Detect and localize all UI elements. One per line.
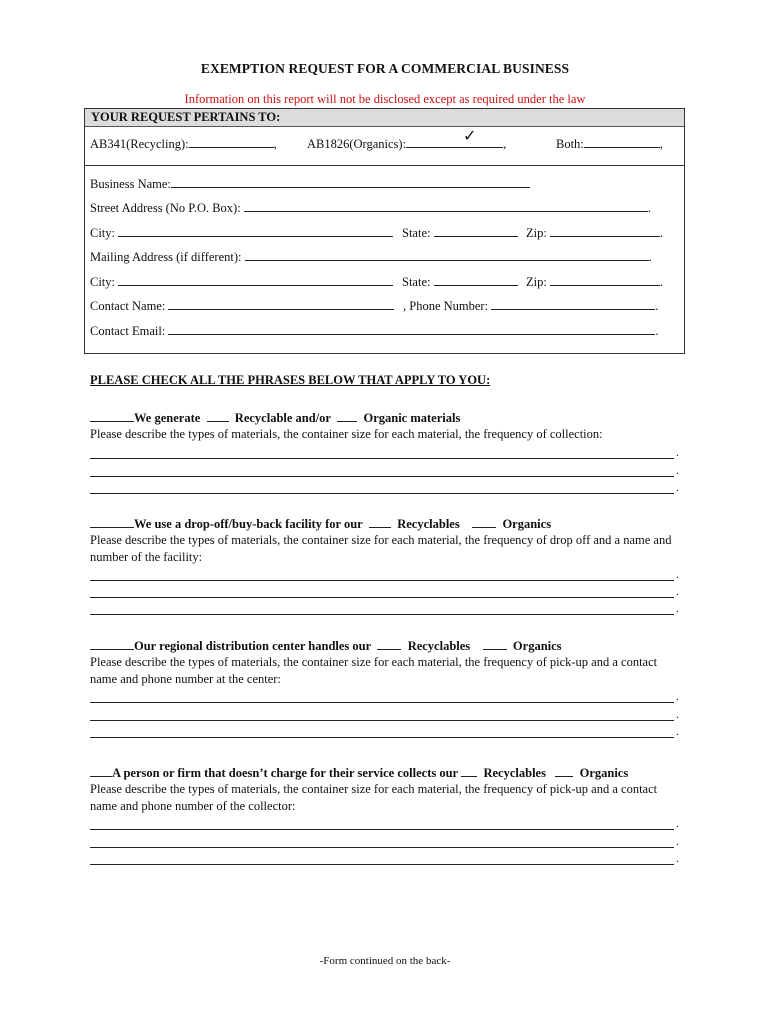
ab1826-checkmark: ✓: [463, 128, 477, 145]
mailing-state-blank[interactable]: [434, 273, 518, 286]
ab341-label: AB341(Recycling):: [90, 137, 189, 151]
phone-number-label: , Phone Number:: [403, 299, 489, 313]
q4-organics-blank[interactable]: [555, 764, 573, 777]
q4-answer-line-2[interactable]: [90, 847, 674, 848]
contact-email-field[interactable]: Contact Email: .: [90, 324, 659, 338]
state-field[interactable]: [402, 224, 518, 241]
mailing-address-label: Mailing Address (if different):: [90, 250, 242, 264]
question-4-description: Please describe the types of materials, the container size for each material, the frequency of pick-up and a contact name and phone number of the collector:: [90, 782, 658, 813]
confidentiality-notice: Information on this report will not be disclosed except as required under the law: [184, 92, 586, 106]
contact-name-blank[interactable]: [168, 297, 394, 310]
zip-field[interactable]: Zip: .: [526, 226, 664, 240]
mailing-zip-label: Zip:: [526, 275, 547, 289]
ab1826-label: AB1826(Organics):: [307, 137, 407, 151]
form-title: EXEMPTION REQUEST FOR A COMMERCIAL BUSINESS: [200, 61, 570, 76]
q4-recyclables-blank[interactable]: [461, 764, 477, 777]
phone-number-blank[interactable]: [491, 297, 655, 310]
ab341-blank[interactable]: [189, 135, 274, 148]
q3-answer-line-3[interactable]: [90, 737, 674, 738]
mailing-zip-field[interactable]: Zip: .: [526, 275, 664, 289]
business-name-label: Business Name:: [90, 177, 171, 191]
mailing-zip-blank[interactable]: [550, 273, 660, 286]
city-label: City:: [90, 226, 116, 240]
contact-name-label: Contact Name:: [90, 299, 166, 313]
q3-answer-line-1[interactable]: [90, 702, 674, 703]
business-name-blank[interactable]: [171, 175, 530, 188]
question-1-heading: We generate Recyclable and/or Organic materials: [90, 409, 460, 426]
city-blank[interactable]: [118, 224, 393, 237]
question-3-description: Please describe the types of materials, the container size for each material, the frequency of pick-up and a contact name and phone number at the center:: [90, 655, 658, 686]
ab1826-blank[interactable]: [406, 135, 503, 148]
mailing-address-field[interactable]: Mailing Address (if different): .: [90, 250, 652, 264]
q3-checkbox-blank[interactable]: [90, 637, 134, 650]
zip-blank[interactable]: [550, 224, 660, 237]
contact-email-blank[interactable]: [168, 322, 655, 335]
q2-organics-blank[interactable]: [472, 515, 496, 528]
form-page: EXEMPTION REQUEST FOR A COMMERCIAL BUSINESS Information on this report will not be disclosed except as required under the law YOUR REQUEST PERTAINS TO: AB341(Recycling): , AB1826(Organics): , ✓ Both: , Business Name: Street Address (No P.O. Box): . City: State: Zip: . Mailing Address (if different): . City: State: Zip: . Contact Name: , Phone Number: . Contact Email: . PLEASE CHECK ALL THE PHRASES BELOW THAT APPLY TO YOU: We generate Recyclable and/or Organic materials Please describe the types of materials, the container size for each material, the frequency of collection: . . . We use a drop-off/buy-back facility for our Recyclables Organics Please describe the types of materials, the container size for each material, the frequency of drop off and a name and number of the facility: . . . Our regional distribution center handles our Recyclables Organics Please describe the types of materials, the container size for each material, the frequency of pick-up and a contact name and phone number at the center: . . . A person or firm that doesn’t charge for their service collects our Recyclables Organics Please describe the types of materials, the container size for each material, the frequency of pick-up and a contact name and phone number of the collector: . . . -Form continued on the back-: [0, 0, 770, 1024]
state-label: State:: [402, 226, 431, 240]
mailing-city-field[interactable]: [90, 273, 393, 290]
both-field[interactable]: Both: ,: [556, 137, 663, 151]
question-2-heading: We use a drop-off/buy-back facility for our Recyclables Organics: [90, 515, 551, 532]
request-header: YOUR REQUEST PERTAINS TO:: [85, 109, 684, 127]
checklist-title: PLEASE CHECK ALL THE PHRASES BELOW THAT APPLY TO YOU:: [90, 373, 491, 387]
both-blank[interactable]: [584, 135, 660, 148]
contact-email-label: Contact Email:: [90, 324, 166, 338]
street-address-blank[interactable]: [244, 199, 648, 212]
phone-number-field[interactable]: , Phone Number: .: [403, 299, 659, 313]
q1-answer-line-2[interactable]: [90, 476, 674, 477]
question-1-description: Please describe the types of materials, the container size for each material, the frequency of collection:: [90, 427, 603, 441]
q3-recyclables-blank[interactable]: [377, 637, 401, 650]
q2-recyclables-blank[interactable]: [369, 515, 391, 528]
q4-answer-line-3[interactable]: [90, 864, 674, 865]
q2-answer-line-2[interactable]: [90, 597, 674, 598]
ab341-field[interactable]: AB341(Recycling): ,: [90, 137, 277, 151]
mailing-state-field[interactable]: [402, 273, 518, 290]
both-label: Both:: [556, 137, 584, 151]
street-address-label: Street Address (No P.O. Box):: [90, 201, 241, 215]
mailing-city-blank[interactable]: [118, 273, 393, 286]
city-field[interactable]: [90, 224, 393, 241]
page-footer: -Form continued on the back-: [319, 955, 451, 967]
q2-checkbox-blank[interactable]: [90, 515, 134, 528]
q1-organic-blank[interactable]: [337, 409, 357, 422]
contact-name-field[interactable]: [90, 297, 394, 314]
q2-answer-line-1[interactable]: [90, 580, 674, 581]
q1-recyclable-blank[interactable]: [207, 409, 229, 422]
q1-answer-line-1[interactable]: [90, 458, 674, 459]
question-3-heading: Our regional distribution center handles our Recyclables Organics: [90, 637, 562, 654]
zip-label: Zip:: [526, 226, 547, 240]
box-divider: [85, 165, 684, 166]
q4-answer-line-1[interactable]: [90, 829, 674, 830]
q4-checkbox-blank[interactable]: [90, 764, 112, 777]
street-address-field[interactable]: Street Address (No P.O. Box): .: [90, 201, 651, 215]
state-blank[interactable]: [434, 224, 518, 237]
ab1826-field[interactable]: AB1826(Organics): ,: [307, 137, 507, 151]
q3-organics-blank[interactable]: [483, 637, 507, 650]
mailing-state-label: State:: [402, 275, 431, 289]
q3-answer-line-2[interactable]: [90, 720, 674, 721]
question-4-heading: A person or firm that doesn’t charge for their service collects our Recyclables Organics: [90, 764, 628, 781]
q1-checkbox-blank[interactable]: [90, 409, 134, 422]
q1-answer-line-3[interactable]: [90, 493, 674, 494]
mailing-address-blank[interactable]: [245, 248, 649, 261]
question-2-description: Please describe the types of materials, the container size for each material, the frequency of drop off and a name and number of the facility:: [90, 533, 672, 564]
business-name-field[interactable]: [90, 175, 530, 192]
q2-answer-line-3[interactable]: [90, 614, 674, 615]
mailing-city-label: City:: [90, 275, 116, 289]
